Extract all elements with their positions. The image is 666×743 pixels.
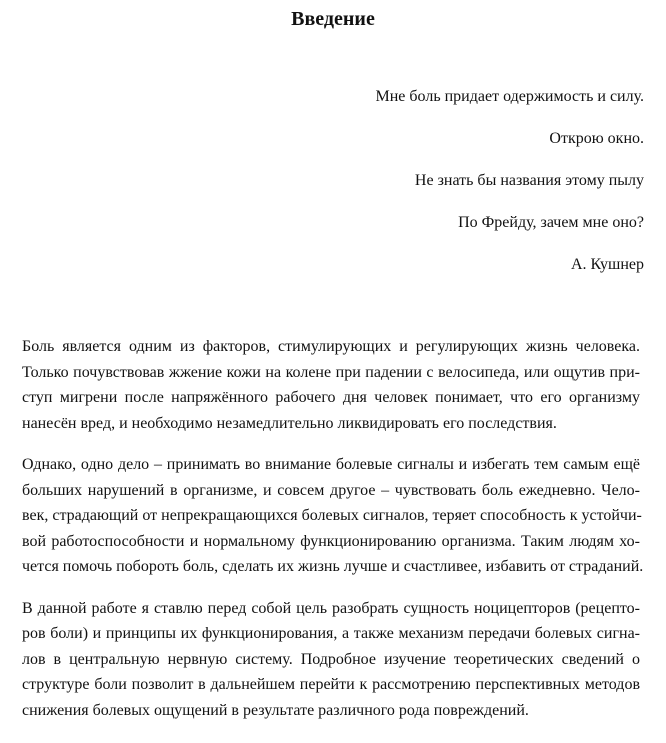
text-line: ступ мигрени после напряжённого рабочего дня человек понимает, что его организму <box>22 389 640 406</box>
epigraph-line: Открою окно. <box>549 130 644 147</box>
epigraph-line: Мне боль придает одержимость и силу. <box>375 88 644 105</box>
epigraph-line: По Фрейду, зачем мне оно? <box>458 214 644 231</box>
page-title: Введение <box>291 8 375 30</box>
text-line: лов в центральную нервную систему. Подробное изучение теоретических сведений о <box>22 650 640 668</box>
epigraph <box>144 87 644 275</box>
text-line: вой работоспособности и нормальному функционированию организма. Таким людям хо- <box>22 532 640 550</box>
epigraph-line: Не знать бы названия этому пылу <box>414 172 644 189</box>
paragraph-1 <box>22 334 640 436</box>
text-line: Только почувствовав жжение кожи на колене при падении с велосипеда, или ощутив при- <box>22 363 640 381</box>
text-line: ров боли) и принципы их функционирования, а также механизм передачи болевых сигна- <box>22 625 640 642</box>
text-line: В данной работе я ставлю перед собой цель разобрать сущность ноцицепторов (рецепто- <box>22 599 640 617</box>
text-line: снижения болевых ощущений в результате различного рода повреждений. <box>22 701 529 719</box>
text-line: нанесён вред, и необходимо незамедлительно ликвидировать его последствия. <box>22 414 557 432</box>
paragraph-2 <box>22 452 644 580</box>
text-line: структуре боли позволит в дальнейшем перейти к рассмотрению перспективных методов <box>22 676 640 693</box>
text-line: больших нарушений в организме, и совсем другое – чувствовать боль ежедневно. Чело- <box>22 481 640 499</box>
epigraph-author: А. Кушнер <box>570 256 644 273</box>
paragraph-3 <box>22 596 640 724</box>
text-line: чется помочь побороть боль, сделать их жизнь лучше и счастливее, избавить от страданий. <box>22 558 644 575</box>
text-line: Боль является одним из факторов, стимулирующих и регулирующих жизнь человека. <box>22 338 640 355</box>
text-line: век, страдающий от непрекращающихся болевых сигналов, теряет способность к устойчи- <box>22 507 642 524</box>
body-text <box>22 334 644 739</box>
text-line: Однако, одно дело – принимать во внимание болевые сигналы и избегать тем самым ещё <box>22 456 640 473</box>
